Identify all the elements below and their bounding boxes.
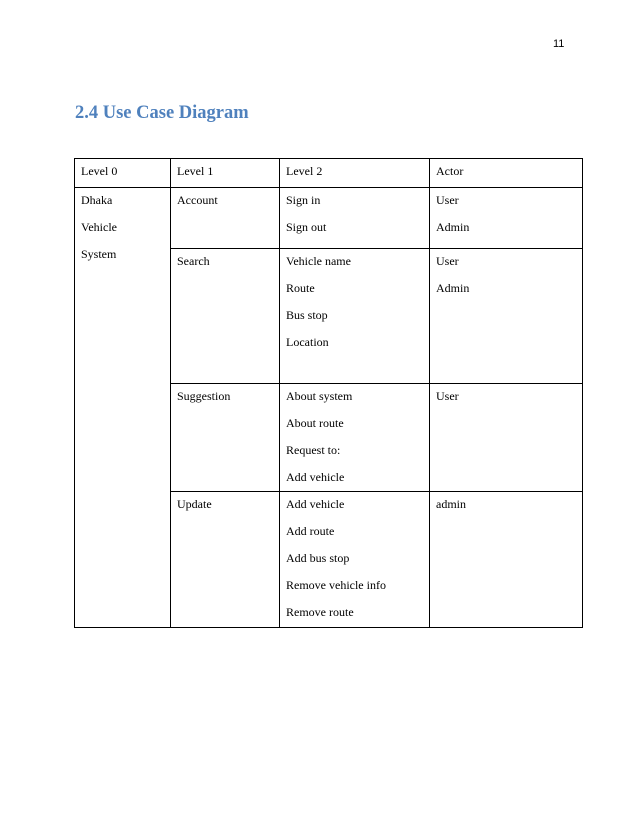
- level2-item: Add vehicle: [286, 497, 345, 511]
- header-level2: Level 2: [280, 159, 430, 188]
- level2-item: Add route: [286, 524, 335, 538]
- table-row: [75, 188, 583, 249]
- level2-cell: [280, 384, 430, 492]
- level2-item: About system: [286, 389, 353, 403]
- actor-item: admin: [436, 497, 466, 511]
- level2-item: Remove vehicle info: [286, 578, 386, 592]
- level2-cell: [280, 188, 430, 249]
- level1-cell: Update: [171, 492, 280, 628]
- use-case-table: [74, 158, 583, 628]
- level2-item: Bus stop: [286, 308, 328, 322]
- level1-cell: Suggestion: [171, 384, 280, 492]
- level1-cell: Account: [171, 188, 280, 249]
- level2-item: About route: [286, 416, 344, 430]
- actor-cell: [430, 492, 583, 628]
- section-heading: 2.4 Use Case Diagram: [75, 103, 249, 123]
- level2-item: Sign in: [286, 193, 321, 207]
- level0-line: System: [81, 247, 117, 261]
- page-number: 11: [553, 38, 565, 50]
- level0-line: Dhaka: [81, 193, 113, 207]
- actor-item: Admin: [436, 220, 470, 234]
- actor-cell: [430, 249, 583, 384]
- level2-item: Request to:: [286, 443, 341, 457]
- level0-line: Vehicle: [81, 220, 117, 234]
- level2-item: Vehicle name: [286, 254, 351, 268]
- level2-item: Add bus stop: [286, 551, 350, 565]
- level2-item: Route: [286, 281, 315, 295]
- actor-item: User: [436, 193, 459, 207]
- table-header-row: [75, 159, 583, 188]
- header-actor: Actor: [430, 159, 583, 188]
- level2-cell: [280, 492, 430, 628]
- level2-item: Add vehicle: [286, 470, 345, 484]
- header-level0: Level 0: [75, 159, 171, 188]
- level2-item: Remove route: [286, 605, 354, 619]
- level2-cell: [280, 249, 430, 384]
- actor-item: User: [436, 389, 459, 403]
- level1-cell: Search: [171, 249, 280, 384]
- actor-item: Admin: [436, 281, 470, 295]
- actor-cell: [430, 384, 583, 492]
- level2-item: Sign out: [286, 220, 327, 234]
- header-level1: Level 1: [171, 159, 280, 188]
- actor-item: User: [436, 254, 459, 268]
- actor-cell: [430, 188, 583, 249]
- level2-item: Location: [286, 335, 329, 349]
- level0-cell: [75, 188, 171, 628]
